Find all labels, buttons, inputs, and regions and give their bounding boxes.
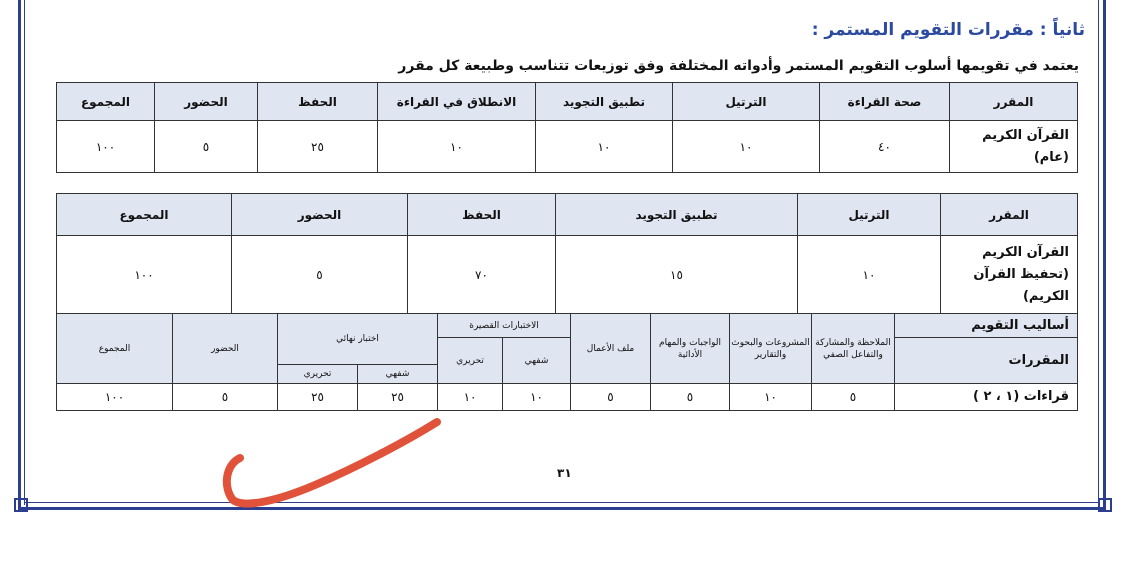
col-total: المجموع: [57, 83, 155, 121]
col-short-oral: شفهي: [503, 338, 571, 384]
cell-value: ٢٥: [278, 384, 358, 411]
col-tajweed: تطبيق التجويد: [536, 83, 673, 121]
table-row: [57, 121, 1078, 173]
cell-value: ١٠٠: [57, 121, 155, 173]
cell-value: ٥: [173, 384, 278, 411]
col-attendance: الحضور: [232, 194, 408, 236]
col-homework: الواجبات والمهام الأدائية: [651, 314, 730, 384]
course-name: القرآن الكريم (عام): [950, 121, 1078, 173]
col-portfolio: ملف الأعمال: [571, 314, 651, 384]
frame-bottom: [18, 507, 1106, 510]
col-tarteel: الترتيل: [673, 83, 820, 121]
cell-value: ١٠: [503, 384, 571, 411]
table-row: [57, 236, 1078, 314]
course-name: القرآن الكريم (تحفيظ القرآن الكريم): [941, 236, 1078, 314]
frame-bottom-inner: [24, 502, 1099, 503]
col-tarteel: الترتيل: [798, 194, 941, 236]
col-short-tests: الاختبارات القصيرة: [438, 314, 571, 338]
cell-value: ١٠: [798, 236, 941, 314]
cell-value: ٥: [155, 121, 258, 173]
red-checkmark-annotation: [215, 410, 445, 515]
col-short-written: تحريري: [438, 338, 503, 384]
cell-value: ١٠: [536, 121, 673, 173]
cell-value: ١٠: [378, 121, 536, 173]
table-header-row: [57, 83, 1078, 121]
frame-corner-left: [14, 498, 28, 512]
col-final-oral: شفهي: [358, 365, 438, 384]
frame-right-inner: [1098, 0, 1099, 505]
cell-value: ١٠٠: [57, 236, 232, 314]
col-total: المجموع: [57, 194, 232, 236]
col-total: المجموع: [57, 314, 173, 384]
col-course: المقرر: [941, 194, 1078, 236]
section-heading: ثانياً : مقررات التقويم المستمر :: [811, 20, 1085, 40]
cell-value: ١٥: [556, 236, 798, 314]
table-header-row: [57, 314, 1078, 338]
cell-value: ٢٥: [358, 384, 438, 411]
table-row: [57, 384, 1078, 411]
frame-right: [1103, 0, 1106, 510]
table-general-quran: [56, 82, 1078, 173]
col-final-written: تحريري: [278, 365, 358, 384]
frame-left: [18, 0, 21, 510]
cell-value: ٧٠: [408, 236, 556, 314]
col-tajweed: تطبيق التجويد: [556, 194, 798, 236]
col-final-exam: اختبار نهائي: [278, 314, 438, 365]
cell-value: ١٠: [438, 384, 503, 411]
frame-left-inner: [24, 0, 25, 505]
col-memorization: الحفظ: [408, 194, 556, 236]
cell-value: ١٠: [673, 121, 820, 173]
cell-value: ٥: [571, 384, 651, 411]
col-memorization: الحفظ: [258, 83, 378, 121]
page-number: ٣١: [557, 466, 572, 480]
cell-value: ٥: [651, 384, 730, 411]
col-reading-accuracy: صحة القراءة: [820, 83, 950, 121]
course-name: قراءات (١ ، ٢ ): [895, 384, 1078, 411]
frame-corner-right: [1098, 498, 1112, 512]
table-readings: [56, 313, 1078, 411]
col-course: المقرر: [950, 83, 1078, 121]
cell-value: ١٠٠: [57, 384, 173, 411]
cell-value: ٢٥: [258, 121, 378, 173]
cell-value: ٥: [812, 384, 895, 411]
col-attendance: الحضور: [155, 83, 258, 121]
cell-value: ٤٠: [820, 121, 950, 173]
courses-label: المقررات: [895, 338, 1078, 384]
col-attendance: الحضور: [173, 314, 278, 384]
methods-label: أساليب التقويم: [895, 314, 1078, 338]
table-memorization-quran: [56, 193, 1078, 314]
cell-value: ١٠: [730, 384, 812, 411]
cell-value: ٥: [232, 236, 408, 314]
col-projects: المشروعات والبحوث والتقارير: [730, 314, 812, 384]
col-fluency: الانطلاق في القراءة: [378, 83, 536, 121]
table-header-row: [57, 194, 1078, 236]
intro-text: يعتمد في تقويمها أسلوب التقويم المستمر وأدواته المختلفة وفق توزيعات تتناسب وطبيعة كل مقرر: [398, 58, 1079, 74]
col-observation: الملاحظة والمشاركة والتفاعل الصفي: [812, 314, 895, 384]
